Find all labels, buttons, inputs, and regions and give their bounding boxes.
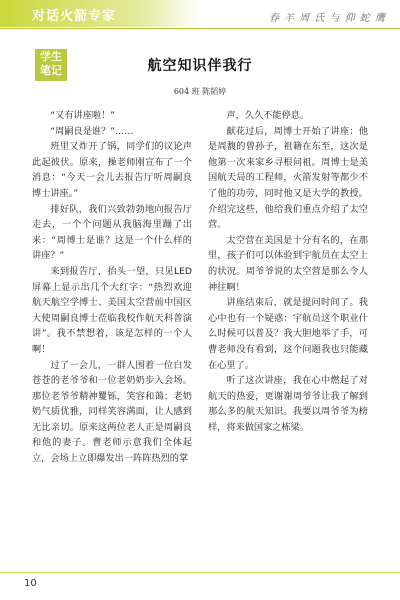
paragraph: 听了这次讲座，我在心中燃起了对航天的热爱，更谢谢周爷爷让我了解到那么多的航天知识。我要以周爷爷为榜样，将来做国家之栋梁。 [208, 375, 368, 433]
footer-divider [0, 572, 400, 573]
paragraph: 太空营在美国是十分有名的，在那里，孩子们可以体验到宇航员在太空上的状况。周爷爷说的太空营是那么令人神往啊！ [208, 234, 368, 293]
paragraph: 献花过后，周博士开始了讲座：他是周馥的曾孙子，祖籍在东至，这次是他第一次来家乡寻根问祖。周博士是美国航天局的工程师，火箭发射等都少不了他的功劳，同时他又是大学的教授。介绍完这些，他给我们重点介绍了太空营。 [208, 125, 368, 231]
paragraph: 讲座结束后，就是提问时间了。我心中也有一个疑惑：宇航员这个职业什么时候可以普及？我大胆地举了手，可曹老师没有看到，这个问题我也只能藏在心里了。 [208, 297, 368, 371]
paragraph: 班里又炸开了锅，同学们的议论声此起彼伏。原来，操老师刚宣布了一个消息：“今天一会儿去报告厅听周嗣良博士讲座。” [32, 141, 192, 199]
paragraph: 排好队，我们兴致勃勃地向报告厅走去，一个个问题从我脑海里蹦了出来：“周博士是谁？这是一个什么样的讲座？” [32, 203, 192, 262]
paragraph: 来到报告厅，抬头一望，只见LED屏幕上显示出几个大红字：“热烈欢迎航天航空学博士、美国太空营前中国区大使周嗣良博士莅临我校作航天科普演讲”。我不禁想着，该是怎样的一个人啊！ [32, 265, 192, 355]
paragraph: “周嗣良是谁？”…… [50, 125, 134, 137]
left-column [32, 108, 192, 467]
paragraph: 声，久久不能停息。 [226, 110, 310, 121]
badge-line-1: 学生 [40, 50, 62, 63]
article-author: 604 班 陈韬婷 [173, 87, 227, 96]
paragraph: “又有讲座啦！” [50, 110, 116, 121]
right-column [208, 108, 368, 435]
page-number: 10 [24, 578, 37, 589]
badge-line-2: 笔记 [40, 64, 62, 77]
header-title: 对话火箭专家 [32, 9, 117, 24]
article-title: 航空知识伴我行 [147, 58, 253, 74]
header-calligraphy-text: 春 羊 周 氏 与 仰 蛇 鹰 [268, 13, 386, 24]
paragraph: 过了一会儿，一群人围着一位白发苍苍的老爷爷和一位老奶奶步入会场。那位老爷爷精神矍铄，笑容和蔼；老奶奶气质优雅，同样笑容满面，让人感到无比亲切。原来这两位老人正是周嗣良和他的妻子。曹老师示意我们全体起立，会场上立即爆发出一阵阵热烈的掌 [32, 359, 192, 465]
header-divider [0, 28, 400, 29]
